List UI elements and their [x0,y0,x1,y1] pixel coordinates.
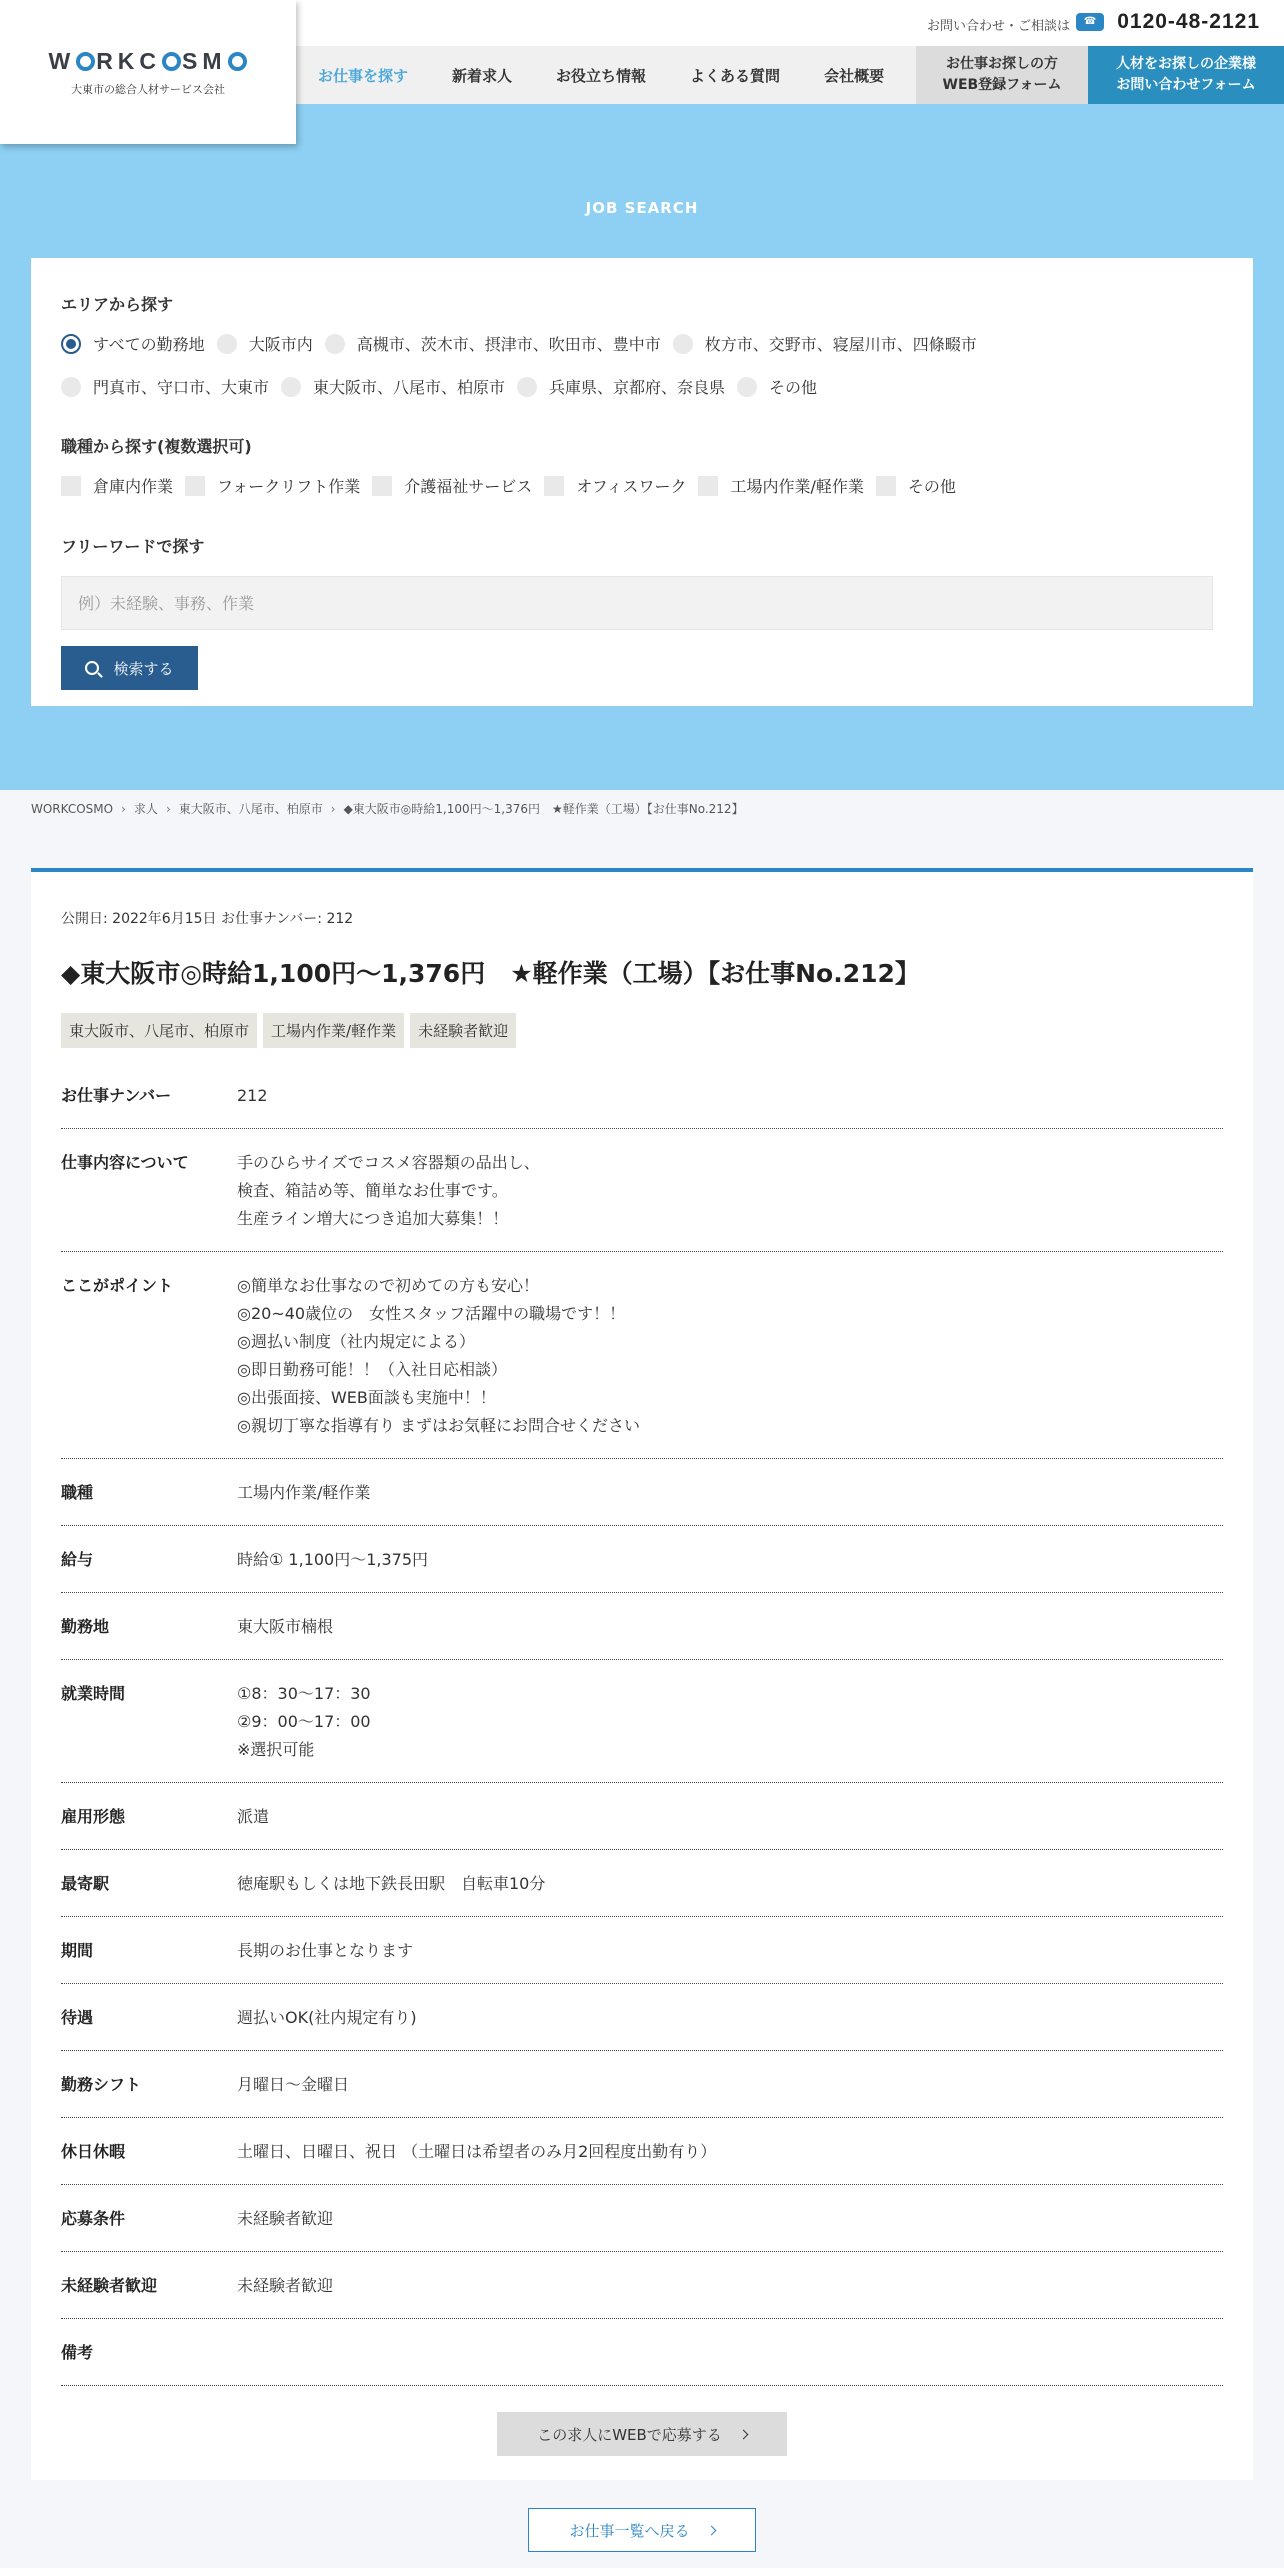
freeword-input[interactable] [61,576,1213,630]
job-seeker-line1: お仕事お探しの方 [946,56,1058,72]
tag-inexperienced[interactable]: 未経験者歓迎 [410,1013,516,1048]
chevron-right-icon: › [121,801,126,816]
job-detail-row [61,1917,1223,1984]
job-detail-row [61,1526,1223,1593]
job-detail-row [61,1850,1223,1917]
area-option-hyogo[interactable]: 兵庫県、京都府、奈良県 [517,375,725,398]
detail-value-line: 時給① 1,100円〜1,375円 [237,1550,429,1569]
job-tags [61,1013,522,1048]
detail-value [237,2071,349,2099]
detail-value [237,1272,640,1440]
detail-value [237,2272,333,2300]
detail-value-line: 徳庵駅もしくは地下鉄長田駅 自転車10分 [237,1874,546,1893]
search-button-label: 検索する [113,660,174,678]
freeword-label: フリーワードで探す [61,537,205,556]
detail-value-line: 東大阪市楠根 [237,1617,334,1636]
corp-line2: お問い合わせフォーム [1116,77,1256,93]
job-detail-row [61,1459,1223,1526]
job-seeker-line2: WEB登録フォーム [942,77,1062,93]
detail-label: 仕事内容について [61,1153,189,1172]
job-search-heading: JOB SEARCH [585,199,699,217]
chevron-right-icon: › [330,801,336,816]
detail-value [237,1149,540,1233]
corp-line1: 人材をお探しの企業様 [1116,56,1256,72]
checkbox[interactable] [372,476,392,496]
job-seeker-register-button[interactable] [916,46,1088,104]
detail-label: 雇用形態 [61,1807,126,1826]
detail-label: 最寄駅 [61,1874,110,1893]
detail-label: お仕事ナンバー [61,1086,172,1105]
nav-company[interactable]: 会社概要 [824,66,885,85]
area-options-row-1 [61,332,1223,355]
tag-area[interactable]: 東大阪市、八尾市、柏原市 [61,1013,257,1048]
radio[interactable] [673,334,693,354]
back-to-list-button[interactable] [528,2508,756,2552]
job-type-forklift[interactable]: フォークリフト作業 [185,474,360,497]
job-detail-row [61,1783,1223,1850]
job-type-warehouse[interactable]: 倉庫内作業 [61,474,173,497]
detail-value-line: ◎20~40歳位の 女性スタッフ活躍中の職場です！！ [237,1304,626,1323]
detail-label: 勤務シフト [61,2075,142,2094]
site-logo[interactable] [0,0,296,144]
job-detail-row [61,1660,1223,1783]
detail-label: 給与 [61,1550,94,1569]
job-detail-row [61,1593,1223,1660]
detail-value-line: 未経験者歓迎 [237,2209,334,2228]
detail-value-line: ②9：00〜17：00 [237,1712,371,1731]
phone-number[interactable]: 0120-48-2121 [1117,10,1260,33]
publish-info: 公開日: 2022年6月15日 お仕事ナンバー: 212 [61,911,354,927]
checkbox[interactable] [185,476,205,496]
detail-value-line: 検査、箱詰め等、簡単なお仕事です。 [237,1181,508,1200]
detail-value [237,1546,428,1574]
job-detail-row [61,1984,1223,2051]
chevron-right-icon [706,2525,716,2535]
corporate-contact-button[interactable] [1088,46,1284,104]
detail-label: 待遇 [61,2008,94,2027]
job-detail-card [31,868,1253,2480]
detail-value [237,1870,545,1898]
job-type-office[interactable]: オフィスワーク [544,474,686,497]
area-option-other[interactable]: その他 [737,375,817,398]
detail-label: 勤務地 [61,1617,110,1636]
detail-label: 休日休暇 [61,2142,126,2161]
radio[interactable] [61,377,81,397]
job-title: ◆東大阪市◎時給1,100円〜1,376円 ★軽作業（工場）【お仕事No.212】 [61,959,920,988]
breadcrumb-current: ◆東大阪市◎時給1,100円〜1,376円 ★軽作業（工場）【お仕事No.212】 [343,802,744,816]
detail-value-line: ◎即日勤務可能！！（入社日応相談） [237,1360,507,1379]
top-bar [296,0,1284,46]
detail-value [237,1937,413,1965]
detail-value [237,1613,333,1641]
checkbox[interactable] [61,476,81,496]
job-search-section [0,104,1284,790]
detail-label: 備考 [61,2343,94,2362]
area-options-row-2 [61,375,1223,398]
detail-value-line: 212 [237,1086,268,1105]
job-type-options [61,474,1223,497]
detail-value [237,1803,269,1831]
breadcrumb [31,800,744,817]
job-detail-table [61,1062,1223,2386]
detail-value [237,1680,371,1764]
detail-label: 就業時間 [61,1684,126,1703]
back-button-label: お仕事一覧へ戻る [569,2521,690,2540]
breadcrumb-jobs[interactable]: 求人 [133,802,158,816]
job-type-other[interactable]: その他 [876,474,956,497]
radio-selected[interactable] [61,334,81,354]
area-option-kadoma[interactable]: 門真市、守口市、大東市 [61,375,269,398]
detail-value-line: ◎出張面接、WEB面談も実施中！！ [237,1388,496,1407]
detail-value-line: 未経験者歓迎 [237,2276,334,2295]
detail-value [237,1479,370,1507]
chevron-right-icon [738,2429,748,2439]
detail-value-line: 月曜日〜金曜日 [237,2075,350,2094]
contact-label: お問い合わせ・ご相談は [926,19,1070,34]
checkbox[interactable] [698,476,718,496]
job-detail-row [61,2319,1223,2386]
detail-value-line: ◎週払い制度（社内規定による） [237,1332,475,1351]
job-type-label: 職種から探す(複数選択可) [61,437,252,456]
search-icon [85,661,99,675]
job-detail-row [61,2051,1223,2118]
nav-faq[interactable]: よくある質問 [690,66,781,85]
checkbox[interactable] [544,476,564,496]
tag-job-type[interactable]: 工場内作業/軽作業 [263,1013,404,1048]
job-detail-row [61,1062,1223,1129]
job-detail-row [61,2118,1223,2185]
radio[interactable] [737,377,757,397]
detail-value-line: 派遣 [237,1807,270,1826]
detail-label: 未経験者歓迎 [61,2276,158,2295]
job-detail-row [61,1252,1223,1459]
detail-value-line: 工場内作業/軽作業 [237,1483,371,1502]
area-option-hirakata[interactable]: 枚方市、交野市、寝屋川市、四條畷市 [673,332,977,355]
detail-label: 応募条件 [61,2209,126,2228]
area-option-all[interactable]: すべての勤務地 [61,332,205,355]
detail-label: 期間 [61,1941,94,1960]
logo-subtitle: 大東市の総合人材サービス会社 [71,82,225,96]
area-label: エリアから探す [61,295,174,314]
area-option-takatsuki[interactable]: 高槻市、茨木市、摂津市、吹田市、豊中市 [325,332,661,355]
apply-button-label: この求人にWEBで応募する [537,2425,722,2444]
job-type-care[interactable]: 介護福祉サービス [372,474,532,497]
logo-wordmark: W RKC SM [48,48,247,75]
detail-label: 職種 [61,1483,94,1502]
detail-label: ここがポイント [61,1276,174,1295]
free-dial-icon: ☎ [1076,13,1104,31]
job-detail-row [61,1129,1223,1252]
detail-value-line: ※選択可能 [237,1740,315,1759]
job-detail-row [61,2252,1223,2319]
nav-new-jobs[interactable]: 新着求人 [452,66,513,85]
radio[interactable] [517,377,537,397]
detail-value-line: 長期のお仕事となります [237,1941,414,1960]
job-type-factory[interactable]: 工場内作業/軽作業 [698,474,863,497]
detail-value-line: 週払いOK(社内規定有り) [237,2008,417,2027]
job-detail-row [61,2185,1223,2252]
area-option-osaka[interactable]: 大阪市内 [217,332,313,355]
nav-useful-info[interactable]: お役立ち情報 [556,66,647,85]
detail-value-line: 手のひらサイズでコスメ容器類の品出し、 [237,1153,540,1172]
detail-value-line: ①8：30〜17：30 [237,1684,371,1703]
search-form [31,258,1253,706]
detail-value-line: 生産ライン増大につき追加大募集！！ [237,1209,509,1228]
nav-find-job[interactable]: お仕事を探す [318,66,409,85]
radio[interactable] [217,334,237,354]
area-option-higashiosaka[interactable]: 東大阪市、八尾市、柏原市 [281,375,505,398]
detail-value [237,2205,333,2233]
apply-web-button[interactable] [497,2412,787,2456]
detail-value-line: ◎簡単なお仕事なので初めての方も安心！ [237,1276,539,1295]
detail-value-line: 土曜日、日曜日、祝日 （土曜日は希望者のみ月2回程度出勤有り） [237,2142,717,2161]
radio[interactable] [281,377,301,397]
detail-value-line: ◎親切丁寧な指導有り まずはお気軽にお問合せください [237,1416,641,1435]
search-button[interactable] [61,646,198,690]
detail-value [237,2138,716,2166]
chevron-right-icon: › [165,801,171,816]
breadcrumb-home[interactable]: WORKCOSMO [31,801,114,816]
radio[interactable] [325,334,345,354]
global-nav [296,46,1284,104]
detail-value [237,2004,417,2032]
detail-value [237,1082,268,1110]
checkbox[interactable] [876,476,896,496]
breadcrumb-area[interactable]: 東大阪市、八尾市、柏原市 [178,802,323,816]
